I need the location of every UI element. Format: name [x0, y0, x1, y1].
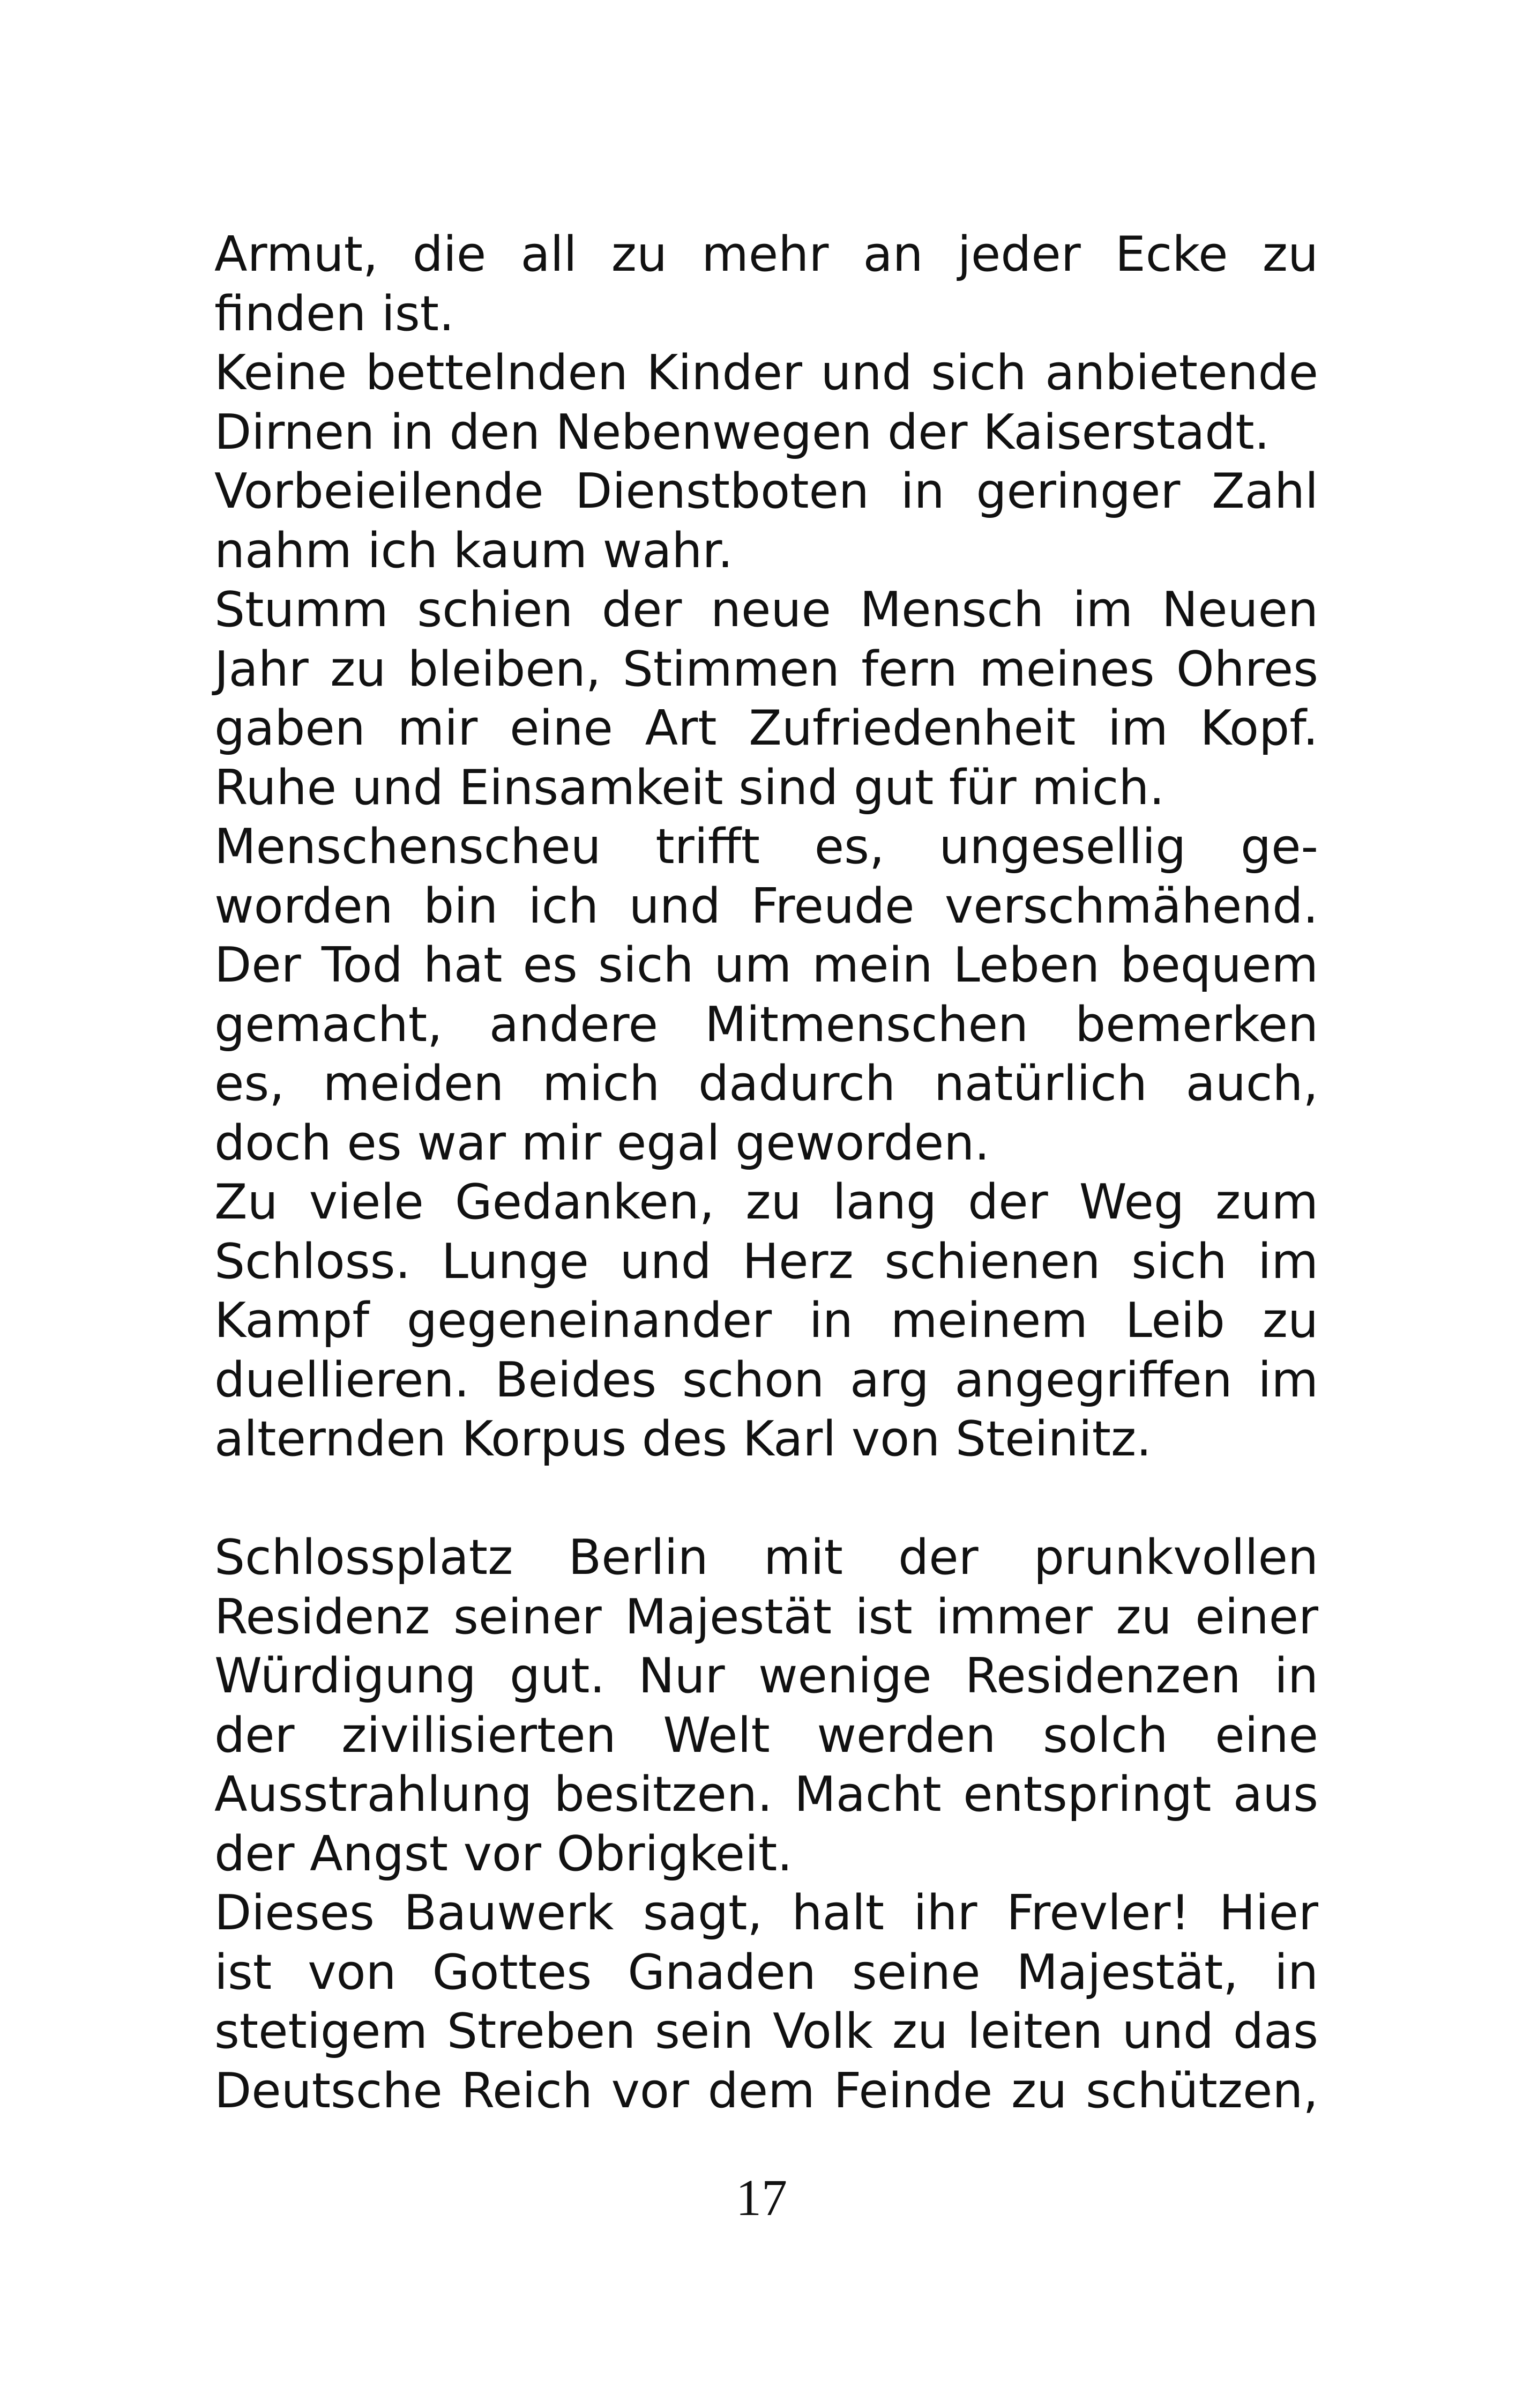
text-line: stetigem Streben sein Volk zu leiten und das — [214, 2003, 1318, 2060]
text-line: Menschenscheu trifft es, ungesellig ge- — [214, 819, 1318, 875]
text-line: Schlossplatz Berlin mit der prunkvollen — [214, 1529, 1318, 1586]
text-line: der zivilisierten Welt werden solch eine — [214, 1707, 1318, 1764]
text-line: Der Tod hat es sich um mein Leben bequem — [214, 937, 1318, 993]
text-line: der Angst vor Obrigkeit. — [214, 1825, 793, 1882]
paragraph — [214, 817, 1318, 1173]
text-line: Keine bettelnden Kinder und sich anbietende — [214, 345, 1318, 401]
text-line: doch es war mir egal geworden. — [214, 1114, 990, 1171]
text-line: Kampf gegeneinander in meinem Leib zu — [214, 1292, 1318, 1349]
text-line: Armut, die all zu mehr an jeder Ecke zu — [214, 226, 1318, 283]
paragraph — [214, 462, 1318, 581]
text-line: Residenz seiner Majestät ist immer zu einer — [214, 1588, 1318, 1645]
text-line: Vorbeieilende Dienstboten in geringer Zahl — [214, 463, 1318, 519]
text-line: Deutsche Reich vor dem Feinde zu schützen, — [214, 2062, 1318, 2119]
text-line: nahm ich kaum wahr. — [214, 522, 733, 579]
text-line: es, meiden mich dadurch natürlich auch, — [214, 1056, 1318, 1112]
text-line: ist von Gottes Gnaden seine Majestät, in — [214, 1944, 1318, 2001]
text-line: gaben mir eine Art Zufriedenheit im Kopf. — [214, 700, 1318, 756]
text-line: worden bin ich und Freude verschmähend. — [214, 878, 1318, 934]
text-line: Ausstrahlung besitzen. Macht entspringt aus — [214, 1766, 1318, 1823]
paragraph — [214, 344, 1318, 462]
paragraph-gap — [214, 1469, 1318, 1529]
text-line: gemacht, andere Mitmenschen bemerken — [214, 996, 1318, 1053]
text-line: duellieren. Beides schon arg angegriffen im — [214, 1351, 1318, 1408]
paragraph — [214, 1528, 1318, 1884]
text-line: finden ist. — [214, 285, 454, 342]
text-line: Dieses Bauwerk sagt, halt ihr Frevler! Hier — [214, 1885, 1318, 1941]
paragraph — [214, 1884, 1318, 2121]
text-line: Dirnen in den Nebenwegen der Kaiserstadt. — [214, 404, 1270, 460]
body-text — [214, 225, 1318, 2121]
text-line: Schloss. Lunge und Herz schienen sich im — [214, 1233, 1318, 1290]
text-line: Würdigung gut. Nur wenige Residenzen in — [214, 1648, 1318, 1704]
text-line: alternden Korpus des Karl von Steinitz. — [214, 1411, 1152, 1467]
text-line: Ruhe und Einsamkeit sind gut für mich. — [214, 759, 1165, 816]
text-line: Zu viele Gedanken, zu lang der Weg zum — [214, 1174, 1318, 1230]
paragraph — [214, 225, 1318, 344]
text-line: Stumm schien der neue Mensch im Neuen — [214, 582, 1318, 638]
paragraph — [214, 1173, 1318, 1469]
paragraph — [214, 581, 1318, 817]
text-line: Jahr zu bleiben, Stimmen fern meines Ohres — [214, 641, 1318, 697]
page-number: 17 — [736, 2169, 787, 2226]
